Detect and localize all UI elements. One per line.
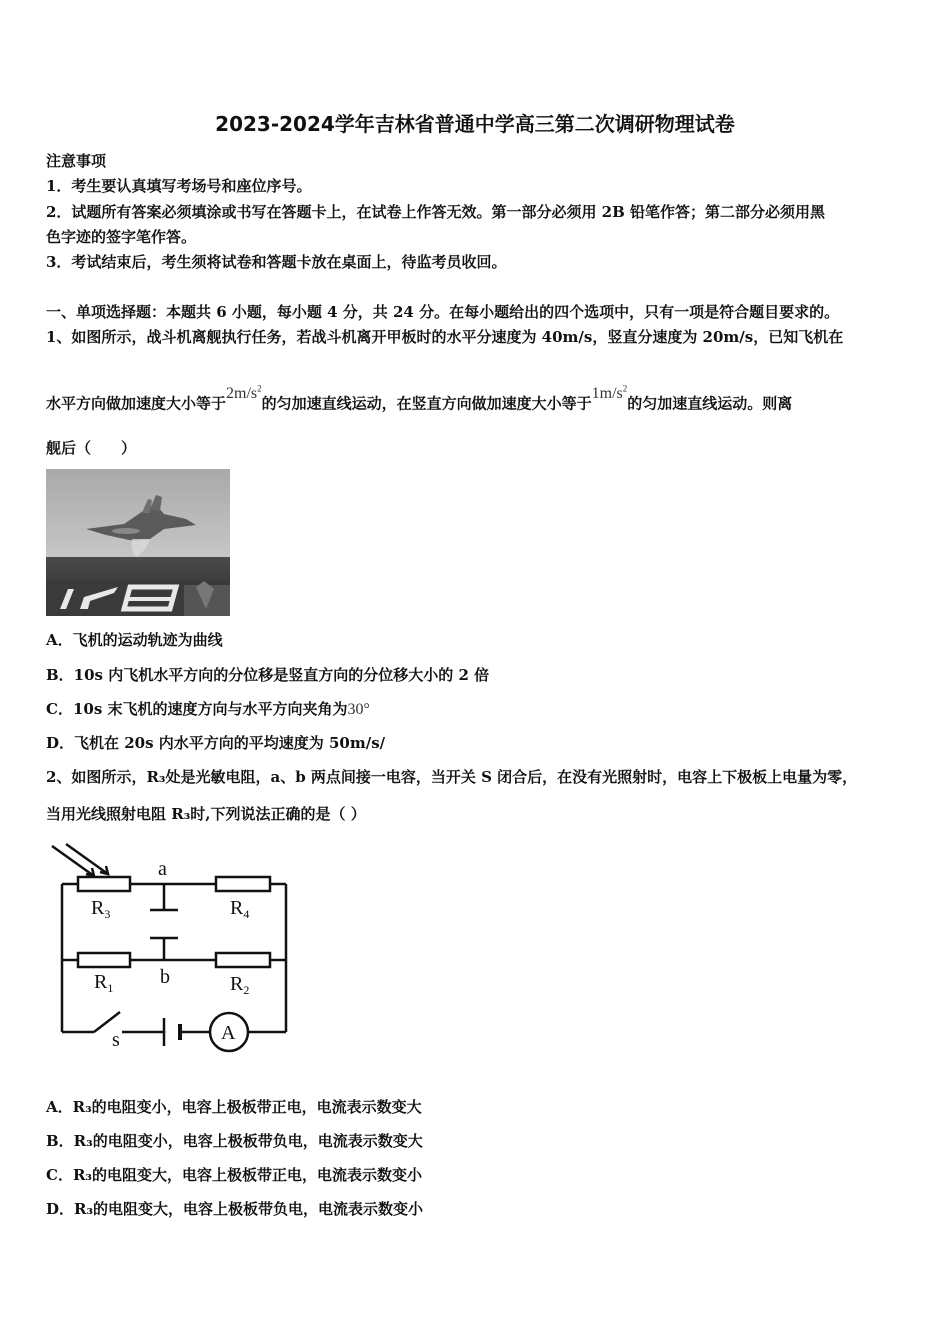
label-s: s [112,1029,120,1051]
q1-line-2-b: 的匀加速直线运动，在竖直方向做加速度大小等于 [261,394,592,413]
label-r4: $R_4$ [230,897,250,921]
circuit-diagram [46,842,296,1062]
q1-line-2-a: 水平方向做加速度大小等于 [46,394,227,413]
q1-option-b: B．10s 内飞机水平方向的分位移是竖直方向的分位移大小的 2 倍 [46,666,490,684]
notice-heading: 注意事项 [46,152,107,170]
resistor-r4 [216,877,270,891]
q2-line-1: 2、如图所示，R₃处是光敏电阻，a、b 两点间接一电容，当开关 S 闭合后，在没有光照射时，电容上下极板上电量为零， [46,768,858,786]
q1-option-d: D．飞机在 20s 内水平方向的平均速度为 50m/s/ [46,734,386,752]
q1-line-3: 舰后（ ） [46,439,137,457]
q2-option-c: C．R₃的电阻变大，电容上极板带正电，电流表示数变小 [46,1166,422,1184]
q2-option-a: A．R₃的电阻变小，电容上极板带正电，电流表示数变大 [46,1098,422,1116]
notice-item-2-cont: 色字迹的签字笔作答。 [46,228,197,246]
notice-item-2: 2．试题所有答案必须填涂或书写在答题卡上，在试卷上作答无效。第一部分必须用 2B 铅笔作答；第二部分必须用黑 [46,203,826,221]
q2-option-b: B．R₃的电阻变小，电容上极板带负电，电流表示数变大 [46,1132,423,1150]
resistor-r2 [216,953,270,967]
page-title: 2023-2024学年吉林省普通中学高三第二次调研物理试卷 [215,112,735,136]
accel-vertical: $1m/s^2$ [591,384,628,403]
fighter-jet-photo [46,469,230,616]
label-r1: $R_1$ [94,971,114,995]
resistor-r3 [78,877,130,891]
notice-item-3: 3．考试结束后，考生须将试卷和答题卡放在桌面上，待监考员收回。 [46,253,507,271]
q1-line-1: 1、如图所示，战斗机离舰执行任务，若战斗机离开甲板时的水平分速度为 40m/s，竖直分速度为 20m/s，已知飞机在 [46,328,844,346]
notice-item-1: 1．考生要认真填写考场号和座位序号。 [46,177,312,195]
label-r3: $R_3$ [91,897,111,921]
q1-option-c [46,699,370,720]
q1-line-2-c: 的匀加速直线运动。则离 [627,394,793,413]
label-ammeter: A [221,1022,236,1044]
q2-line-2: 当用光线照射电阻 R₃时,下列说法正确的是（ ） [46,805,366,823]
q2-option-d: D．R₃的电阻变大，电容上极板带负电，电流表示数变小 [46,1200,424,1218]
section-heading: 一、单项选择题：本题共 6 小题，每小题 4 分，共 24 分。在每小题给出的四个选项中，只有一项是符合题目要求的。 [46,303,840,321]
label-b: b [160,966,170,988]
accel-horizontal: $2m/s^2$ [226,384,262,403]
q1-line-2 [46,384,793,414]
resistor-r1 [78,953,130,967]
q1-option-a: A．飞机的运动轨迹为曲线 [46,631,223,649]
angle-value: 30° [347,701,370,718]
label-r2: $R_2$ [230,973,250,997]
label-a: a [158,858,167,880]
q1-option-c-text: C．10s 末飞机的速度方向与水平方向夹角为 [46,700,348,718]
